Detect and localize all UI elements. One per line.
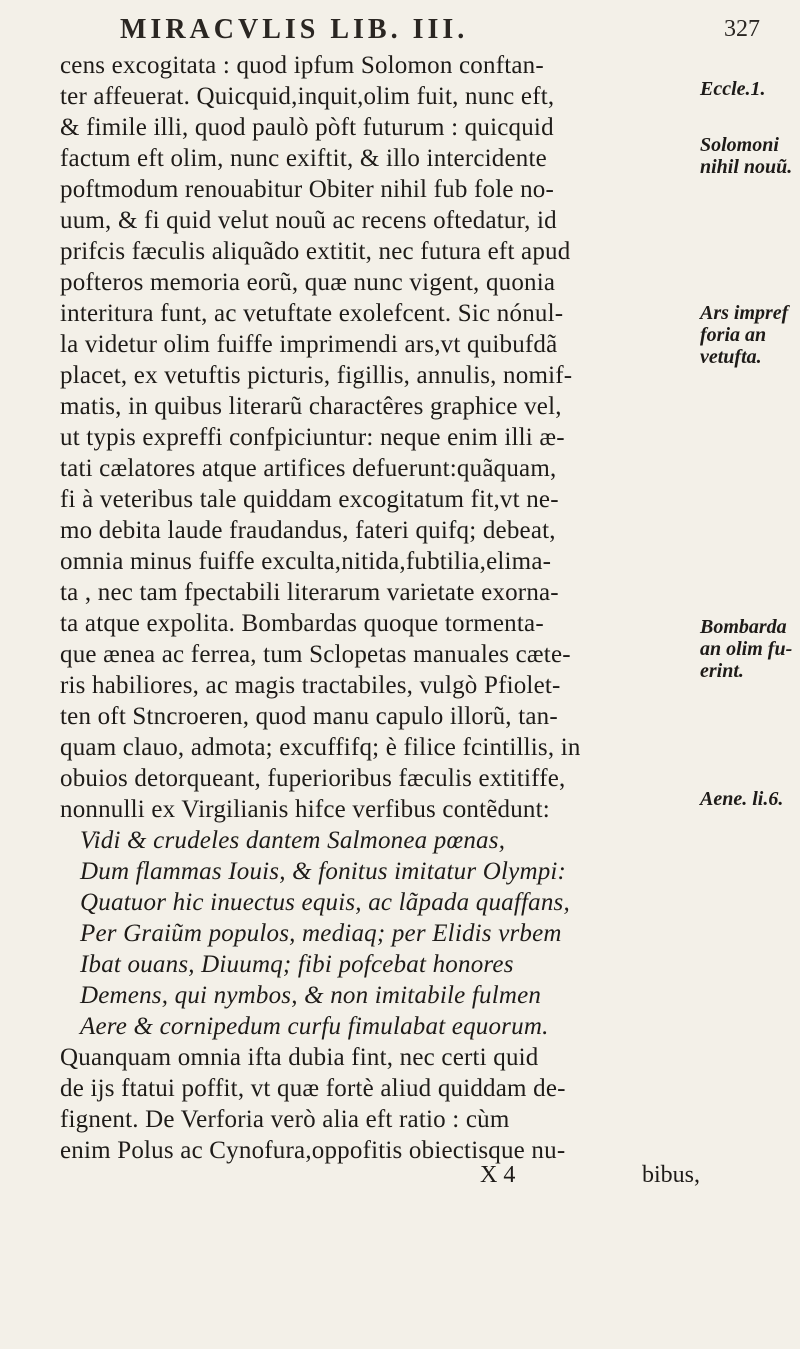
- page-number: 327: [724, 16, 760, 42]
- catchword: bibus,: [641, 1162, 700, 1188]
- margin-note-line: erint.: [700, 660, 744, 682]
- verse-line: Dum flammas Iouis, & fonitus imitatur Olympi:: [80, 858, 567, 885]
- text-line: quam clauo, admota; excuffifq; è filice fcintillis, in: [60, 734, 581, 761]
- margin-note-line: foria an: [700, 324, 767, 346]
- margin-note-aeneid: [700, 788, 783, 810]
- margin-note-printing: [700, 302, 788, 368]
- text-line: enim Polus ac Cynofura,oppofitis obiectisque nu-: [60, 1137, 566, 1164]
- text-line: poftmodum renouabitur Obiter nihil fub fole no-: [60, 176, 555, 203]
- verse-line: Ibat ouans, Diuumq; fibi pofcebat honores: [80, 951, 514, 978]
- margin-note-line: Eccle.1.: [700, 78, 766, 100]
- margin-note-ecclesiastes: [700, 78, 766, 100]
- text-line: ta atque expolita. Bombardas quoque tormenta-: [60, 610, 544, 637]
- text-line: placet, ex vetuftis picturis, figillis, annulis, nomif-: [60, 362, 573, 389]
- text-line: & fimile illi, quod paulò pòft futurum : quicquid: [60, 114, 554, 141]
- text-line: ris habiliores, ac magis tractabiles, vulgò Pfiolet-: [60, 672, 561, 699]
- text-line: cens excogitata : quod ipfum Solomon conftan-: [60, 52, 544, 79]
- verse-line: Demens, qui nymbos, & non imitabile fulmen: [80, 982, 542, 1009]
- signature-mark: X 4: [480, 1162, 516, 1188]
- text-line: nonnulli ex Virgilianis hifce verfibus contẽdunt:: [60, 796, 550, 823]
- verse-line: Per Graiũm populos, mediaq; per Elidis vrbem: [80, 920, 562, 947]
- text-line: uum, & fi quid velut nouũ ac recens oftedatur, id: [60, 207, 557, 234]
- text-line: interitura funt, ac vetuftate exolefcent. Sic nónul-: [60, 300, 564, 327]
- text-line: matis, in quibus literarũ charactêres graphice vel,: [60, 393, 562, 420]
- text-line: omnia minus fuiffe exculta,nitida,fubtilia,elima-: [60, 548, 552, 575]
- text-line: Quanquam omnia ifta dubia fint, nec certi quid: [60, 1044, 539, 1071]
- text-line: factum eft olim, nunc exiftit, & illo intercidente: [60, 145, 547, 172]
- text-line: ten oft Stncroeren, quod manu capulo illorũ, tan-: [60, 703, 558, 730]
- text-line: la videtur olim fuiffe imprimendi ars,vt quibufdã: [60, 331, 558, 358]
- page-footer: [60, 1162, 700, 1198]
- text-line: fi à veteribus tale quiddam excogitatum fit,vt ne-: [60, 486, 559, 513]
- margin-note-line: vetufta.: [700, 346, 762, 368]
- text-line: ter affeuerat. Quicquid,inquit,olim fuit, nunc eft,: [60, 83, 555, 110]
- text-line: ta , nec tam fpectabili literarum varietate exorna-: [60, 579, 559, 606]
- margin-note-line: Solomoni: [700, 134, 779, 156]
- text-line: obuios detorqueant, fuperioribus fæculis extitiffe,: [60, 765, 566, 792]
- text-line: ut typis expreffi confpiciuntur: neque enim illi æ-: [60, 424, 565, 451]
- text-line: prifcis fæculis aliquãdo extitit, nec futura eft apud: [60, 238, 571, 265]
- verse-line: Aere & cornipedum curfu fimulabat equorum.: [80, 1013, 549, 1040]
- text-line: pofteros memoria eorũ, quæ nunc vigent, quonia: [60, 269, 556, 296]
- text-line: que ænea ac ferrea, tum Sclopetas manuales cæte-: [60, 641, 571, 668]
- margin-note-bombards: [700, 616, 792, 682]
- text-line: tati cælatores atque artifices defuerunt:quãquam,: [60, 455, 557, 482]
- main-text-block: [60, 50, 700, 1166]
- verse-line: Quatuor hic inuectus equis, ac lãpada quaffans,: [80, 889, 570, 916]
- page-header: [120, 14, 760, 54]
- margin-note-line: an olim fu-: [700, 638, 793, 660]
- margin-note-line: Aene. li.6.: [700, 788, 784, 810]
- text-line: mo debita laude fraudandus, fateri quifq; debeat,: [60, 517, 556, 544]
- margin-note-solomon: [700, 134, 792, 178]
- margin-note-line: Ars impref: [700, 302, 789, 324]
- margin-note-line: nihil nouũ.: [700, 156, 793, 178]
- verse-line: Vidi & crudeles dantem Salmonea pœnas,: [80, 827, 506, 854]
- text-line: de ijs ftatui poffit, vt quæ fortè aliud quiddam de-: [60, 1075, 566, 1102]
- running-head: MIRACVLIS LIB. III.: [120, 14, 469, 45]
- margin-note-line: Bombarda: [700, 616, 787, 638]
- text-line: fignent. De Verforia verò alia eft ratio : cùm: [60, 1106, 510, 1133]
